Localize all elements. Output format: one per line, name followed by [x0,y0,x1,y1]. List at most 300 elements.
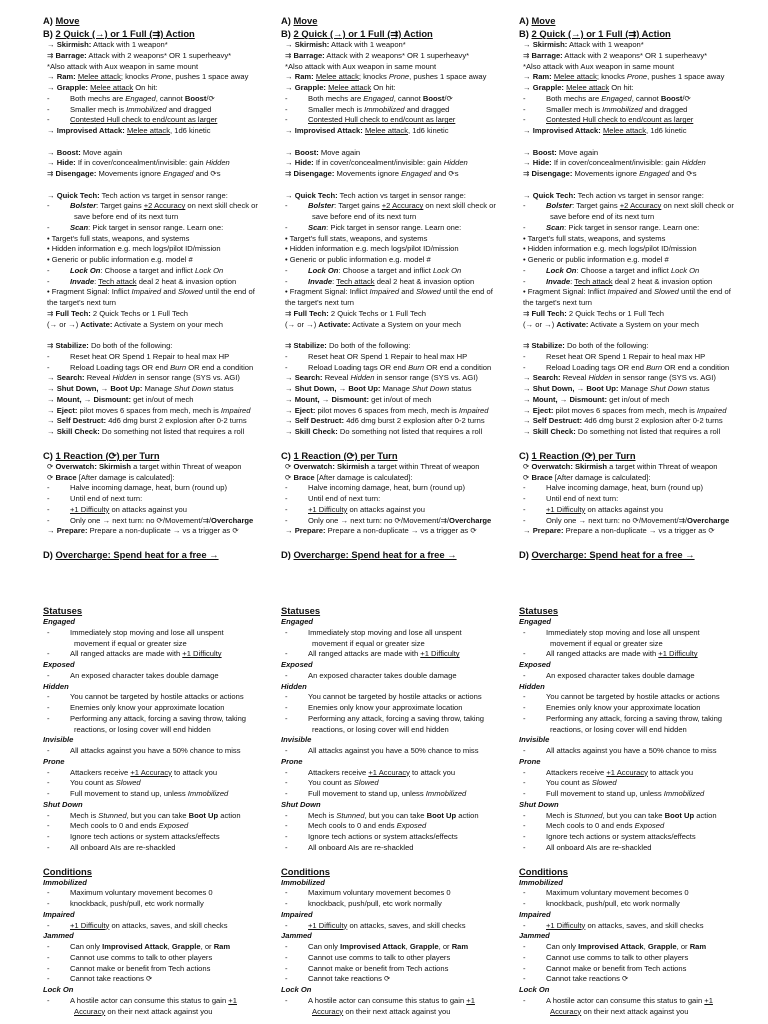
rule-continuation [281,725,511,736]
rule-line [519,406,749,417]
rule-subitem [43,223,273,234]
text-run: on their next attack against you [343,1006,451,1016]
text-run: Overcharge [449,515,492,525]
text-run: until the end of [202,287,255,297]
status-name [281,931,511,942]
text-run: If in cover/concealment/invisible: gain [551,158,682,168]
text-run: ⇉ [523,50,532,60]
rule-line [281,320,511,331]
bullet-dash: - [47,276,50,286]
rule-line [43,244,273,255]
text-run: Quick Tech: [532,190,576,200]
text-run: • Fragment Signal: Inflict [523,287,608,297]
text-run: Prone [626,72,648,82]
bullet-dash: - [47,93,50,103]
text-run: Shut Down, [532,384,575,393]
bullet-dash: - [523,974,526,984]
text-run: Exposed [634,821,665,831]
text-run: Contested Hull check to end/count as larger [546,115,694,125]
bullet-dash: - [47,995,50,1005]
rule-subitem [43,778,273,789]
text-run: , cannot [155,93,185,103]
text-run: ⇉ [285,341,294,350]
text-run: , but you can take [602,810,665,820]
text-run: Improvised Attack [340,942,406,951]
text-run: Mech cools to 0 and ends [70,821,159,831]
text-run: status [449,384,472,393]
bullet-dash: - [285,995,288,1005]
text-run: ⇉ [47,341,56,350]
text-run: movement if equal or greater size [550,638,663,648]
rule-subitem [43,494,273,505]
text-run: , 1d6 kinetic [646,126,687,135]
rule-subitem [281,277,511,288]
text-run: Mech cools to 0 and ends [308,821,397,831]
text-run: → [523,83,533,92]
rule-line [43,62,273,73]
spacer [281,330,511,341]
text-run: Melee attack [602,126,646,135]
bullet-dash: - [47,703,50,712]
section-heading [281,865,511,878]
text-run: C) [519,449,532,461]
bullet-dash: - [47,888,50,898]
rule-subitem [281,888,511,899]
rule-line [281,191,511,202]
text-run: Tech attack [98,276,137,286]
text-run: Jammed [281,931,312,941]
rule-subitem [281,843,511,854]
bullet-dash: - [523,842,526,852]
bullet-dash: - [285,265,288,275]
text-run: Ram [213,942,231,951]
text-run: Do both of the following: [564,341,649,350]
text-run: B) [519,28,532,39]
text-run: → [523,416,533,426]
text-run: +1 Accuracy [606,767,648,777]
text-run: Full Tech: [293,308,329,318]
text-run: Immobilized [126,104,167,114]
rule-subitem [281,974,511,985]
section-heading [519,449,749,462]
text-run: Cannot make or benefit from Tech actions [546,963,687,973]
text-run: Stabilize: [293,341,327,350]
text-run: Shut Down [650,384,688,393]
bullet-dash: - [523,995,526,1005]
text-run: on attacks, saves, and skill checks [109,920,228,930]
bullet-dash: - [523,362,526,372]
rule-subitem [43,692,273,703]
text-run: Do something not listed that requires a roll [337,427,483,436]
bullet-dash: - [285,351,288,361]
text-run: Bolster [308,201,335,211]
text-run: Disengage: [55,169,97,178]
rule-subitem [281,494,511,505]
section-heading [43,14,273,27]
text-run: Movements ignore [572,169,640,178]
bullet-dash: - [285,670,288,680]
rule-line [281,234,511,245]
text-run: Full Tech: [55,308,91,318]
text-run: : Pick target in sensor range. Learn one: [326,222,462,232]
text-run: Hidden [681,158,706,168]
bullet-dash: - [47,778,50,788]
rule-line [281,298,511,309]
bullet-dash: - [285,952,288,962]
text-run: → [47,40,57,49]
text-run: Improvised Attack [102,942,168,951]
text-run: until the end of [440,287,493,297]
rule-line [43,191,273,202]
text-run: Tech attack [336,276,375,286]
text-run: Prepare a non-duplicate → vs a trigger as ⟳ [325,526,477,536]
text-run: to attack you [647,767,694,777]
text-run: : Target gains [96,201,144,211]
spacer [43,137,273,148]
text-run: Halve incoming damage, heat, burn (round up) [546,483,704,493]
text-run: Skill Check: [294,427,338,436]
text-run: on next skill check or [185,201,258,211]
text-run: Brace [293,472,315,482]
rule-line [519,62,749,73]
text-run: Cannot take reactions ⟳ [70,974,153,984]
text-run: Grapple [171,942,201,951]
spacer [281,137,511,148]
rule-line [281,244,511,255]
bullet-dash: - [523,351,526,361]
text-run: [After damage is calculated]: [552,472,651,482]
text-run: (→ or →) [523,319,557,329]
bullet-dash: - [47,201,50,211]
text-run: → [523,427,533,436]
text-run: , cannot [631,93,661,103]
rule-line [519,341,749,352]
rule-subitem [519,352,749,363]
text-run: +2 Accuracy [143,201,186,211]
text-run: Overcharge: Spend heat for a free → [55,549,219,560]
bullet-dash: - [285,789,288,798]
text-run: Activate a System on your mech [350,319,461,329]
rule-subitem [281,768,511,779]
rule-subitem [519,115,749,126]
bullet-dash: - [285,703,288,712]
text-run: Activate: [318,319,351,329]
text-run: Lock On [70,265,101,275]
text-run: Immobilized [663,789,705,798]
status-name [281,682,511,693]
rule-line [43,169,273,180]
status-name [519,800,749,811]
rule-subitem [281,115,511,126]
rule-subitem [43,505,273,516]
text-run: Reset heat OR Spend 1 Repair to heal max HP [70,351,230,361]
text-run: +1 Difficulty [70,504,110,514]
bullet-dash: - [285,692,288,702]
text-run: Melee attack [328,83,372,92]
rule-line [281,40,511,51]
bullet-dash: - [285,494,288,503]
text-run: • Generic or public information e.g. model # [523,255,669,264]
rule-line [519,72,749,83]
text-run: Melee attack [90,83,134,92]
rule-subitem [43,942,273,953]
text-run: • Target's full stats, weapons, and systems [285,233,428,243]
text-run: Accuracy [550,1006,582,1016]
status-name [43,910,273,921]
text-run: Cannot make or benefit from Tech actions [308,963,449,973]
text-run: → [319,394,332,404]
rule-subitem [43,628,273,639]
bullet-dash: - [47,920,50,930]
text-run: Invisible [43,735,74,745]
text-run: +1 Difficulty [70,920,110,930]
text-run: Cannot take reactions ⟳ [546,974,629,984]
rule-line [519,158,749,169]
text-run: Ram: [56,72,76,82]
text-run: Engaged [601,93,632,103]
text-run: If in cover/concealment/invisible: gain [313,158,444,168]
text-run: (→ or →) [47,319,81,329]
text-run: Impaired [281,909,313,919]
text-run: Boot Up [188,810,219,820]
text-run: +1 Difficulty [546,504,586,514]
rule-line [43,395,273,406]
text-run: All onboard AIs are re-shackled [546,842,652,852]
text-run: (→ or →) [285,319,319,329]
rule-subitem [519,363,749,374]
text-run: → [523,394,533,404]
rule-line [519,416,749,427]
rule-subitem [519,899,749,910]
status-name [43,878,273,889]
text-run: movement if equal or greater size [74,638,187,648]
text-run: Enemies only know your approximate location [546,703,701,712]
bullet-dash: - [47,810,50,820]
status-name [519,878,749,889]
text-run: ⇉ [523,308,532,318]
text-run: 2 Quick (→) or 1 Full (⇉) Action [55,28,195,39]
text-run: get in/out of mech [130,394,194,404]
rule-line [43,287,273,298]
text-run: → [47,416,57,426]
text-run: Stabilize: [55,341,89,350]
text-run: ⟳ [285,472,294,482]
rule-line [519,395,749,406]
text-run: Conditions [281,865,330,877]
text-run: +1 Difficulty [308,920,348,930]
text-run: All onboard AIs are re-shackled [308,842,414,852]
rule-line [281,427,511,438]
text-run: 4d6 dmg burst 2 explosion after 0-2 turns [106,416,247,426]
bullet-dash: - [523,963,526,973]
rule-line [43,72,273,83]
rule-subitem [43,649,273,660]
text-run: Only one → next turn: no ⟳/Movement/⇉/ [70,515,212,525]
text-run: → [523,190,533,200]
bullet-dash: - [523,942,526,951]
text-run: Lock On [281,985,312,994]
rule-subitem [281,223,511,234]
text-run: Invisible [519,735,550,745]
rule-subitem [281,628,511,639]
bullet-dash: - [523,483,526,493]
rule-subitem [281,821,511,832]
text-run: Slowed [591,778,617,788]
text-run: and ⟳s [669,169,697,178]
text-run: Overwatch: Skirmish [531,461,608,471]
text-run: until the end of [678,287,731,297]
text-run: → [523,72,533,82]
section-heading [281,27,511,40]
rule-line [519,298,749,309]
bullet-dash: - [285,713,288,723]
text-run: Hidden [519,681,545,691]
bullet-dash: - [523,93,526,103]
spacer [519,561,749,593]
text-run: , but you can take [126,810,189,820]
text-run: Melee attack [126,126,170,135]
text-run: → [47,405,57,415]
status-name [43,735,273,746]
text-run: Prepare: [56,526,88,536]
text-run: Prone [388,72,410,82]
text-run: → [47,394,57,404]
text-run: Boost [422,93,445,103]
text-run: +1 Difficulty [420,649,460,659]
text-run: Burn [646,362,663,372]
text-run: Exposed [519,660,551,669]
text-run: and [161,287,178,297]
text-run: • Generic or public information e.g. model # [285,255,431,264]
text-run: , 1d6 kinetic [170,126,211,135]
bullet-dash: - [47,104,50,114]
text-run: → [523,373,533,383]
text-run: Mount, [56,394,82,404]
section-heading [43,865,273,878]
text-run: Attack with 1 weapon* [91,40,168,49]
text-run: Engaged [125,93,156,103]
text-run: , [405,942,410,951]
bullet-dash: - [285,778,288,788]
text-run: reactions, or losing cover will end hidden [312,724,449,734]
bullet-dash: - [285,832,288,841]
text-run: knockback, push/pull, etc work normally [308,899,442,908]
text-run: Improvised Attack: [294,126,363,135]
rule-subitem [519,483,749,494]
section-heading [519,865,749,878]
text-run: Conditions [519,865,568,877]
text-run: An exposed character takes double damage [70,670,219,680]
text-run: → [47,158,57,168]
text-run: Maximum voluntary movement becomes 0 [70,888,213,898]
text-run: , but you can take [364,810,427,820]
text-run: and dragged [404,104,450,114]
bullet-dash: - [523,115,526,125]
rule-subitem [281,94,511,105]
text-run: deal 2 heat & invasion option [374,276,475,286]
status-name [43,931,273,942]
spacer [519,180,749,191]
text-run: Full movement to stand up, unless [70,789,188,798]
status-name [281,878,511,889]
rule-subitem [519,714,749,725]
text-run: Tech action vs target in sensor range: [337,190,466,200]
rule-continuation [281,639,511,650]
text-run: Burn [408,362,425,372]
rule-line [519,234,749,245]
rule-line [43,158,273,169]
text-run: → [285,190,295,200]
bullet-dash: - [523,276,526,286]
text-run: Reset heat OR Spend 1 Repair to heal max HP [308,351,468,361]
text-run: Skill Check: [532,427,576,436]
text-run: ⇉ [47,169,56,178]
text-run: Hide: [532,158,552,168]
text-run: Eject: [56,405,78,415]
text-run: Impaired [43,909,75,919]
text-run: Improvised Attack: [56,126,125,135]
text-run: Tech action vs target in sensor range: [99,190,228,200]
text-run: → [523,40,533,49]
text-run: On hit: [133,83,158,92]
section-heading [43,548,273,561]
text-run: ⟳ [47,461,56,471]
bullet-dash: - [523,746,526,755]
text-run: You count as [70,778,116,788]
text-run: A hostile actor can consume this status to gain [546,995,705,1005]
text-run: Grapple: [56,83,88,92]
text-run: Overcharge [687,515,730,525]
text-run: Only one → next turn: no ⟳/Movement/⇉/ [546,515,688,525]
text-run: +1 [704,995,713,1005]
rule-subitem [519,516,749,527]
text-run: • Target's full stats, weapons, and systems [47,233,190,243]
text-run: Immediately stop moving and lose all unspent [70,627,224,637]
text-run: Attack with 1 weapon* [567,40,644,49]
text-run: Ram [451,942,469,951]
bullet-dash: - [285,222,288,232]
rule-line [281,395,511,406]
text-run: Invade [308,276,333,286]
text-run: OR end a condition [424,362,492,372]
bullet-dash: - [47,351,50,361]
text-run: → [523,158,533,168]
text-run: Can only [70,942,103,951]
text-run: Ignore tech actions or system attacks/effects [308,832,458,841]
rule-line [43,384,273,395]
text-run: Stabilize: [531,341,565,350]
bullet-dash: - [47,767,50,777]
text-run: Hidden [588,373,613,383]
text-run: A) [281,15,294,26]
rule-line [519,526,749,537]
text-run: on attacks against you [347,504,426,514]
bullet-dash: - [285,746,288,755]
bullet-dash: - [47,842,50,852]
text-run: Immobilized [43,877,87,887]
text-run: on attacks, saves, and skill checks [585,920,704,930]
rule-subitem [281,266,511,277]
reference-column [43,14,273,1017]
text-run: Boost [660,93,683,103]
rule-subitem [519,201,749,212]
text-run: knockback, push/pull, etc work normally [70,899,204,908]
text-run: Disengage: [293,169,335,178]
text-run: ⟳ [47,472,56,482]
text-run: a target within Threat of weapon [607,461,718,471]
text-run: ⇉ [285,50,294,60]
section-heading [281,449,511,462]
